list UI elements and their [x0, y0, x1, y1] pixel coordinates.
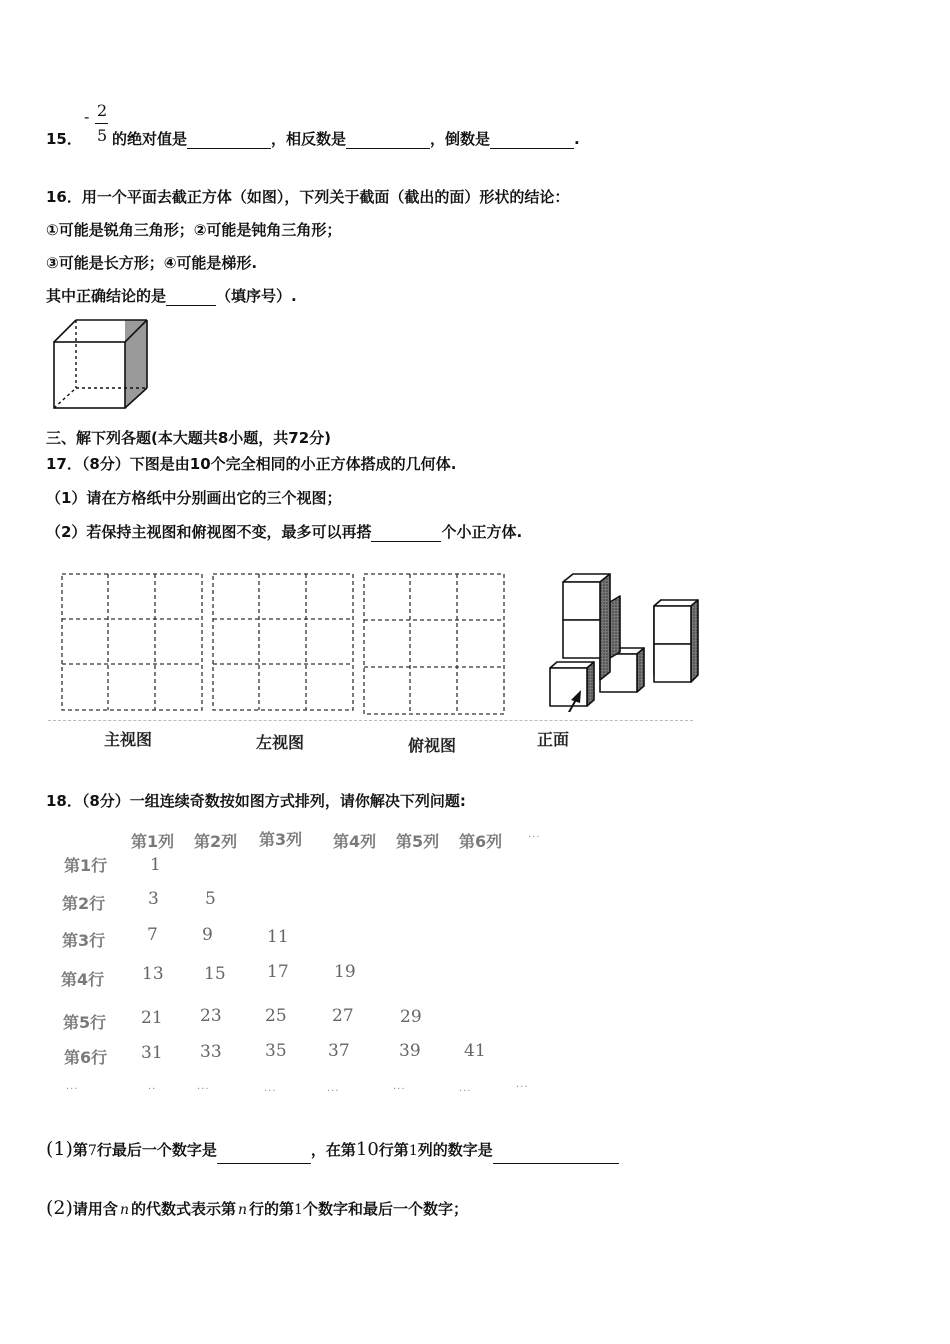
cell-r6-c2: 33: [200, 1042, 222, 1062]
cell-r6-c6: 41: [464, 1041, 486, 1061]
col-header-ellipsis: ···: [528, 832, 541, 843]
q17-answer-blank[interactable]: [371, 527, 441, 542]
q18-sub1-n10: 10: [355, 1139, 379, 1160]
q16-line2: ③可能是长方形；④可能是梯形.: [46, 254, 258, 272]
grid-left-view[interactable]: [211, 572, 355, 712]
cell-r5-c1: 21: [141, 1008, 163, 1028]
cube-shaded-face: [125, 320, 147, 408]
q18-sub1-a: 第: [72, 1141, 88, 1159]
cell-r7-c7: ···: [516, 1082, 529, 1093]
q18-sub1-c: ，在第: [310, 1141, 356, 1159]
cell-r6-c5: 39: [399, 1041, 421, 1061]
label-front-view: 主视图: [104, 730, 153, 749]
q18-stem: 18．（8分）一组连续奇数按如图方式排列，请你解决下列问题:: [46, 792, 466, 810]
cell-r7-c3: ···: [264, 1086, 277, 1097]
q18-sub1-n1: 1: [408, 1143, 418, 1159]
q18-sub2-n: n: [119, 1202, 129, 1218]
q17-sub1: （1）请在方格纸中分别画出它的三个视图；: [46, 489, 342, 507]
q17-sub2-before: （2）若保持主视图和俯视图不变，最多可以再搭: [46, 523, 372, 541]
cell-r2-c1: 3: [148, 889, 159, 909]
cell-r7-c4: ···: [327, 1086, 340, 1097]
label-front-direction: 正面: [537, 730, 570, 749]
q16-stem: 16．用一个平面去截正方体（如图），下列关于截面（截出的面）形状的结论：: [46, 188, 570, 206]
q17-stem: 17．（8分）下图是由10个完全相同的小正方体搭成的几何体.: [46, 455, 457, 473]
cell-r5-c5: 29: [400, 1007, 422, 1027]
q18-sub2-a: 请用含: [72, 1200, 118, 1218]
cell-r4-c2: 15: [204, 964, 226, 984]
q18-sub1-number: (1): [46, 1138, 73, 1160]
q16-ask: [46, 286, 297, 306]
q15-fraction-bar: [95, 123, 108, 124]
col-header-1: 第1列: [131, 832, 175, 851]
q18-sub2-c: 行的第: [249, 1200, 295, 1218]
q18-sub1-n7: 7: [87, 1143, 97, 1159]
label-left-view: 左视图: [256, 733, 305, 752]
row-label-1: 第1行: [64, 856, 108, 875]
q15-text: [112, 129, 580, 149]
row-label-5: 第5行: [63, 1013, 107, 1032]
q15-answer-blank-3[interactable]: [490, 134, 574, 149]
q18-sub1-b: 行最后一个数字是: [96, 1141, 217, 1159]
cell-r5-c3: 25: [265, 1006, 287, 1026]
row-label-6: 第6行: [64, 1048, 108, 1067]
q16-ask-after: （填序号）.: [216, 287, 297, 305]
cell-r3-c2: 9: [202, 925, 213, 945]
q18-sub2-d: 个数字和最后一个数字；: [302, 1200, 468, 1218]
label-top-view: 俯视图: [408, 736, 457, 755]
cell-r6-c1: 31: [141, 1043, 163, 1063]
q18-sub2: [46, 1195, 468, 1223]
cell-r6-c4: 37: [328, 1041, 350, 1061]
q18-sub2-one: 1: [294, 1202, 303, 1218]
col-header-6: 第6列: [459, 832, 503, 851]
q15-answer-blank-1[interactable]: [187, 134, 271, 149]
q15-number: 15．: [46, 130, 82, 148]
row-label-2: 第2行: [62, 894, 106, 913]
q18-sub1: [46, 1136, 619, 1164]
cell-r1-c1: 1: [150, 855, 161, 875]
cell-r5-c4: 27: [332, 1006, 354, 1026]
q15-fraction-numerator: 2: [97, 101, 108, 120]
scan-baseline: [48, 720, 693, 721]
grid-front-view[interactable]: [60, 572, 204, 712]
row-label-3: 第3行: [62, 931, 106, 950]
cell-r4-c1: 13: [142, 964, 164, 984]
q18-sub1-answer-blank-2[interactable]: [493, 1149, 619, 1164]
q16-line1: ①可能是锐角三角形；②可能是钝角三角形；: [46, 221, 342, 239]
cube-stack-figure: [546, 572, 700, 712]
q15-part2: ，相反数是: [271, 130, 347, 148]
q15-fraction-minus: -: [84, 107, 90, 126]
q15-part1: 的绝对值是: [112, 130, 188, 148]
q17-sub2-after: 个小正方体.: [441, 523, 523, 541]
q18-sub2-number: (2): [46, 1197, 73, 1219]
section-3-title: 三、解下列各题(本大题共8小题，共72分): [46, 429, 332, 447]
cell-r2-c2: 5: [205, 889, 216, 909]
cube-figure: [50, 318, 150, 412]
col-header-4: 第4列: [333, 832, 377, 851]
cell-r4-c3: 17: [267, 962, 289, 982]
cell-r7-c2: ···: [197, 1084, 210, 1095]
col-header-2: 第2列: [194, 832, 238, 851]
cell-r3-c3: 11: [267, 927, 289, 947]
q15-answer-blank-2[interactable]: [346, 134, 430, 149]
col-header-5: 第5列: [396, 832, 440, 851]
col-header-3: 第3列: [259, 830, 303, 849]
q16-ask-before: 其中正确结论的是: [46, 287, 167, 305]
q15-part3: ，倒数是: [430, 130, 491, 148]
cell-r3-c1: 7: [147, 925, 158, 945]
q18-sub2-n2: n: [237, 1202, 248, 1218]
q15-end: .: [574, 130, 580, 148]
cell-r5-c2: 23: [200, 1006, 222, 1026]
cell-r6-c3: 35: [265, 1041, 287, 1061]
q18-sub2-b: 的代数式表示第: [130, 1200, 236, 1218]
cell-r7-c1: ··: [148, 1084, 157, 1095]
grid-top-view[interactable]: [362, 572, 506, 716]
q15-fraction-denominator: 5: [97, 126, 108, 145]
q17-sub2: [46, 522, 522, 542]
q18-sub1-e: 列的数字是: [417, 1141, 493, 1159]
row-label-ellipsis: ···: [66, 1084, 79, 1095]
cell-r7-c6: ···: [459, 1086, 472, 1097]
q18-sub1-d: 行第: [378, 1141, 409, 1159]
row-label-4: 第4行: [61, 970, 105, 989]
q16-answer-blank[interactable]: [166, 291, 216, 306]
cell-r7-c5: ···: [393, 1084, 406, 1095]
q18-sub1-answer-blank-1[interactable]: [217, 1149, 311, 1164]
cell-r4-c4: 19: [334, 962, 356, 982]
